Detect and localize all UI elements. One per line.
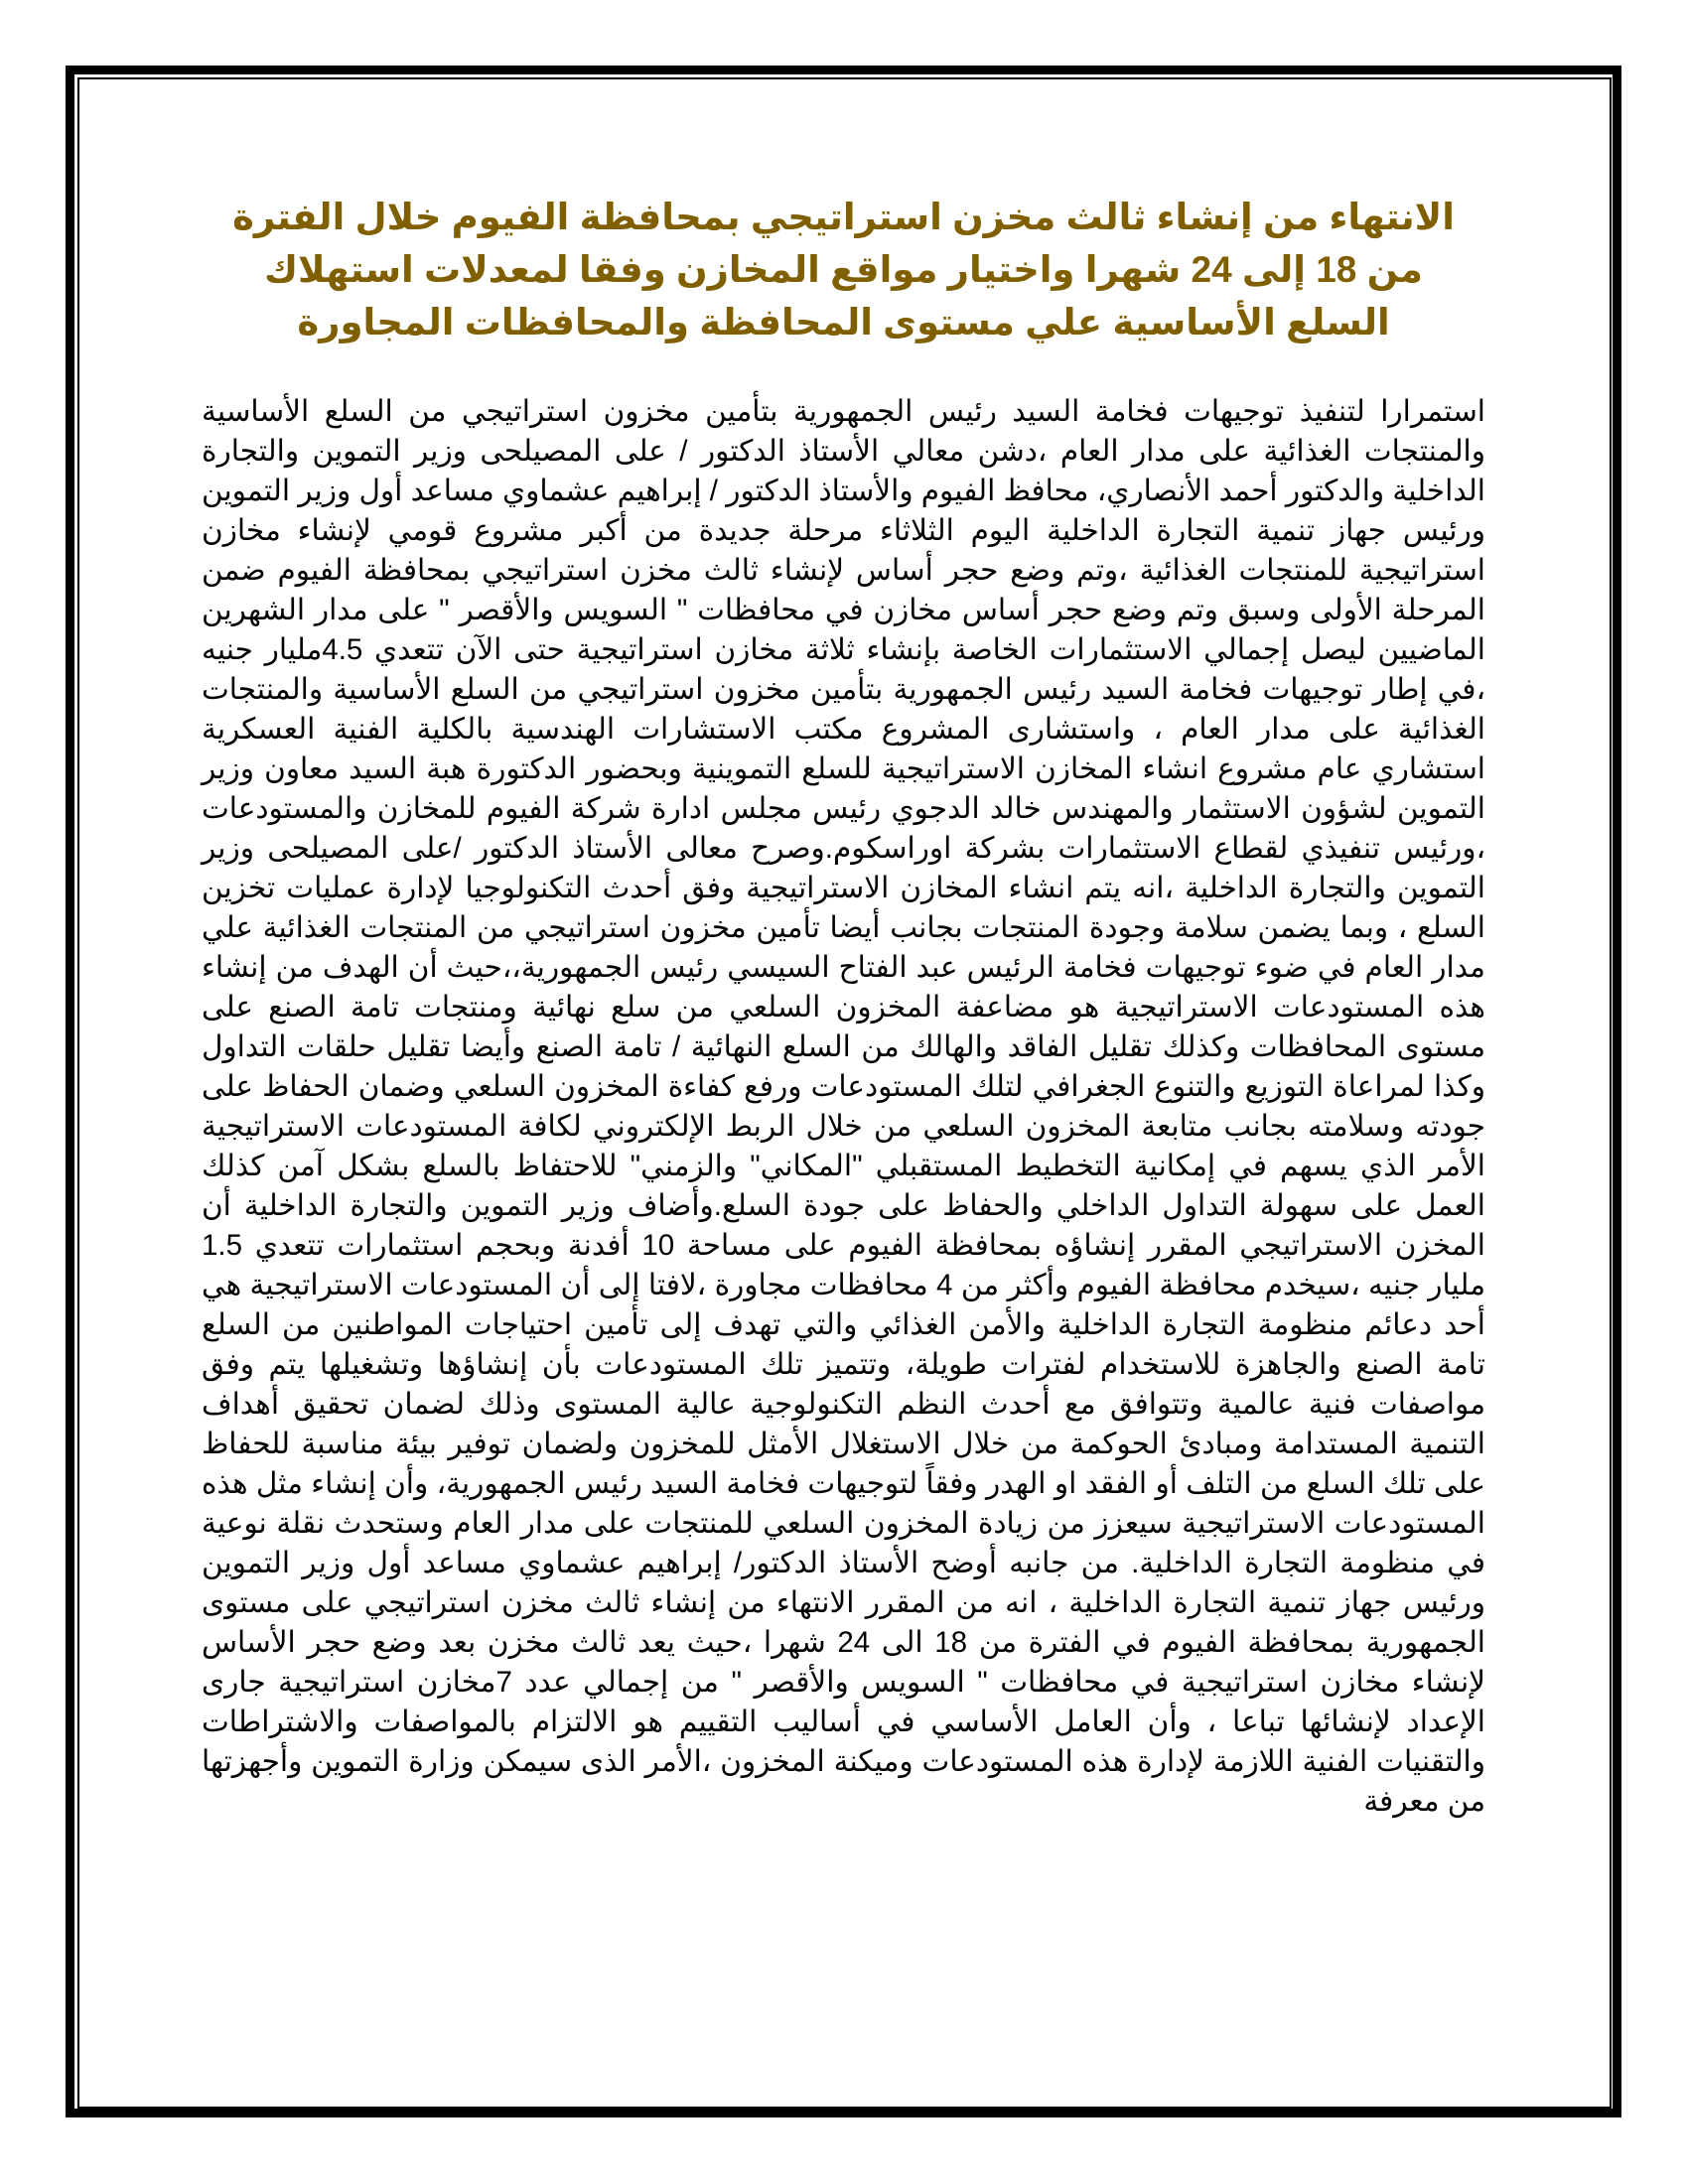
document-page	[202, 191, 1485, 1822]
document-body-paragraph: استمرارا لتنفيذ توجيهات فخامة السيد رئيس الجمهورية بتأمين مخزون استراتيجي من السلع الأساسية والمنتجات الغذائية على مدار العام ،دشن معالي الأستاذ الدكتور / على المصيلحى وزير التموين والتجارة الداخلية والدكتور أحمد الأنصاري، محافظ الفيوم والأستاذ الدكتور / إبراهيم عشماوي مساعد أول وزير التموين ورئيس جهاز تنمية التجارة الداخلية اليوم الثلاثاء مرحلة جديدة من أكبر مشروع قومي لإنشاء مخازن استراتيجية للمنتجات الغذائية ،وتم وضع حجر أساس لإنشاء ثالث مخزن استراتيجي بمحافظة الفيوم ضمن المرحلة الأولى وسبق وتم وضع حجر أساس مخازن في محافظات " السويس والأقصر " على مدار الشهرين الماضيين ليصل إجمالي الاستثمارات الخاصة بإنشاء ثلاثة مخازن استراتيجية حتى الآن تتعدي 4.5مليار جنيه ،في إطار توجيهات فخامة السيد رئيس الجمهورية بتأمين مخزون استراتيجي من السلع الأساسية والمنتجات الغذائية على مدار العام ، واستشارى المشروع مكتب الاستشارات الهندسية بالكلية الفنية العسكرية استشاري عام مشروع انشاء المخازن الاستراتيجية للسلع التموينية وبحضور الدكتورة هبة السيد معاون وزير التموين لشؤون الاستثمار والمهندس خالد الدجوي رئيس مجلس ادارة شركة الفيوم للمخازن والمستودعات ،ورئيس تنفيذي لقطاع الاستثمارات بشركة اوراسكوم.وصرح معالى الأستاذ الدكتور /على المصيلحى وزير التموين والتجارة الداخلية ،انه يتم انشاء المخازن الاستراتيجية وفق أحدث التكنولوجيا لإدارة عمليات تخزين السلع ، وبما يضمن سلامة وجودة المنتجات بجانب أيضا تأمين مخزون استراتيجي من المنتجات الغذائية علي مدار العام في ضوء توجيهات فخامة الرئيس عبد الفتاح السيسي رئيس الجمهورية،،حيث أن الهدف من إنشاء هذه المستودعات الاستراتيجية هو مضاعفة المخزون السلعي من سلع نهائية ومنتجات تامة الصنع على مستوى المحافظات وكذلك تقليل الفاقد والهالك من السلع النهائية / تامة الصنع وأيضا تقليل حلقات التداول وكذا لمراعاة التوزيع والتنوع الجغرافي لتلك المستودعات ورفع كفاءة المخزون السلعي وضمان الحفاظ على جودته وسلامته بجانب متابعة المخزون السلعي من خلال الربط الإلكتروني لكافة المستودعات الاستراتيجية الأمر الذي يسهم في إمكانية التخطيط المستقبلي "المكاني" والزمني" للاحتفاظ بالسلع بشكل آمن كذلك العمل على سهولة التداول الداخلي والحفاظ على جودة السلع.وأضاف وزير التموين والتجارة الداخلية أن المخزن الاستراتيجي المقرر إنشاؤه بمحافظة الفيوم على مساحة 10 أفدنة وبحجم استثمارات تتعدي 1.5 مليار جنيه ،سيخدم محافظة الفيوم وأكثر من 4 محافظات مجاورة ،لافتا إلى أن المستودعات الاستراتيجية هي أحد دعائم منظومة التجارة الداخلية والأمن الغذائي والتي تهدف إلى تأمين احتياجات المواطنين من السلع تامة الصنع والجاهزة للاستخدام لفترات طويلة، وتتميز تلك المستودعات بأن إنشاؤها وتشغيلها يتم وفق مواصفات فنية عالمية وتتوافق مع أحدث النظم التكنولوجية عالية المستوى وذلك لضمان تحقيق أهداف التنمية المستدامة ومبادئ الحوكمة من خلال الاستغلال الأمثل للمخزون ولضمان توفير بيئة مناسبة للحفاظ على تلك السلع من التلف أو الفقد او الهدر وفقاً لتوجيهات فخامة السيد رئيس الجمهورية، وأن إنشاء مثل هذه المستودعات الاستراتيجية سيعزز من زيادة المخزون السلعي للمنتجات على مدار العام وستحدث نقلة نوعية في منظومة التجارة الداخلية. من جانبه أوضح الأستاذ الدكتور/ إبراهيم عشماوي مساعد أول وزير التموين ورئيس جهاز تنمية التجارة الداخلية ، انه من المقرر الانتهاء من إنشاء ثالث مخزن استراتيجي على مستوى الجمهورية بمحافظة الفيوم في الفترة من 18 الى 24 شهرا ،حيث يعد ثالث مخزن بعد وضع حجر الأساس لإنشاء مخازن استراتيجية في محافظات " السويس والأقصر " من إجمالي عدد 7مخازن استراتيجية جارى الإعداد لإنشائها تباعا ، وأن العامل الأساسي في أساليب التقييم هو الالتزام بالمواصفات والاشتراطات والتقنيات الفنية اللازمة لإدارة هذه المستودعات وميكنة المخزون ،الأمر الذى سيمكن وزارة التموين وأجهزتها من معرفة	[202, 395, 1486, 1818]
document-title: الانتهاء من إنشاء ثالث مخزن استراتيجي بمحافظة الفيوم خلال الفترة من 18 إلى 24 شهرا واختيار مواقع المخازن وفقا لمعدلات استهلاك السلع الأساسية علي مستوى المحافظة والمحافظات المجاورة	[232, 197, 1455, 342]
